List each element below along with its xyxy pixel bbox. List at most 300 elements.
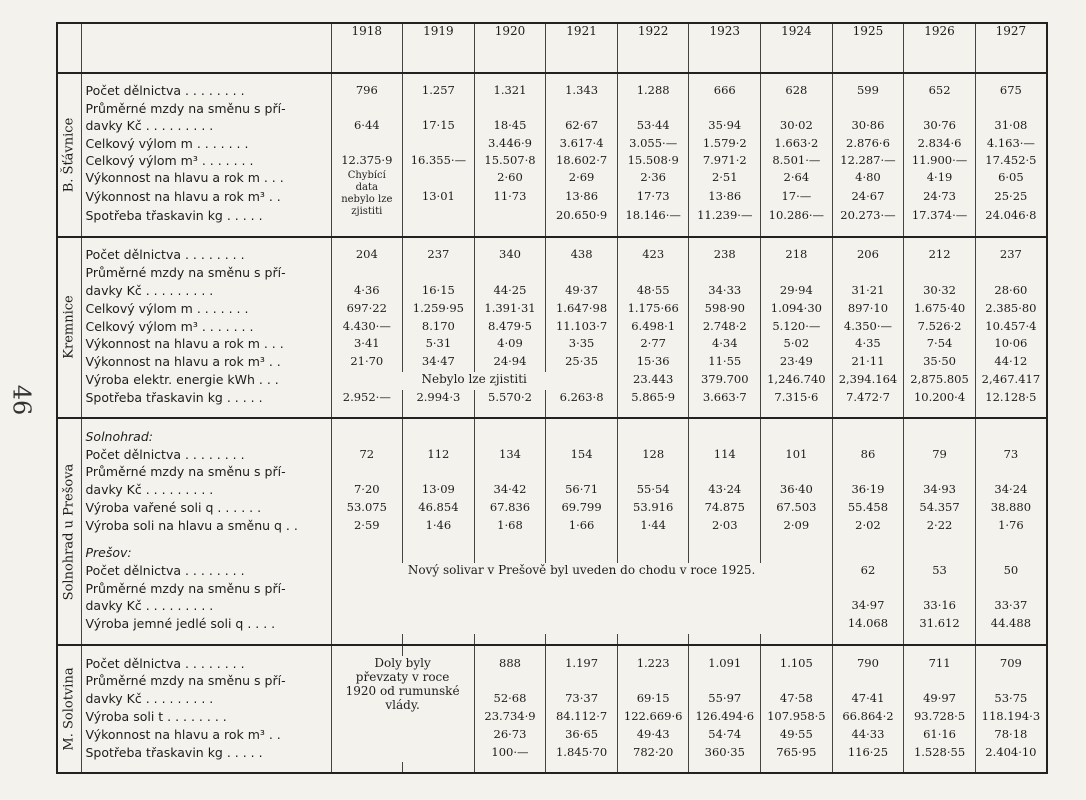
- value-cell: [474, 101, 546, 118]
- value-cell: [975, 407, 1047, 418]
- table-row: [57, 691, 1047, 709]
- value-cell: 66.864·2: [832, 709, 904, 727]
- value-cell: [474, 634, 546, 645]
- value-cell: [975, 429, 1047, 447]
- value-cell: 69·15: [617, 691, 689, 709]
- table-row: [57, 545, 1047, 563]
- row-label: Počet dělnictva . . . . . . . .: [81, 83, 331, 100]
- value-cell: 34·97: [832, 598, 904, 616]
- value-cell: 49·97: [904, 691, 976, 709]
- section-name: [57, 645, 81, 773]
- value-cell: 73·37: [546, 691, 618, 709]
- value-cell: [617, 536, 689, 545]
- value-cell: [546, 407, 618, 418]
- value-cell: [474, 429, 546, 447]
- value-cell: 23.734·9: [474, 709, 546, 727]
- value-cell: 20.273·—: [832, 208, 904, 227]
- value-cell: 10.286·—: [761, 208, 833, 227]
- value-cell: [689, 673, 761, 691]
- value-cell: 13·86: [689, 189, 761, 208]
- value-cell: 2.952·—: [331, 390, 403, 408]
- section-kremnice: [57, 237, 1047, 419]
- value-cell: [617, 226, 689, 237]
- value-cell: 78·18: [975, 727, 1047, 745]
- spacer-row: [57, 407, 1047, 418]
- value-cell: [403, 464, 475, 482]
- value-cell: 2·60: [474, 170, 546, 189]
- value-cell: [761, 237, 833, 248]
- value-cell: 24·94: [474, 354, 546, 372]
- value-cell: 1.223: [617, 656, 689, 674]
- value-cell: 11·73: [474, 189, 546, 208]
- value-cell: 11·55: [689, 354, 761, 372]
- spacer-row: [57, 762, 1047, 773]
- table-row: [57, 464, 1047, 482]
- value-cell: 765·95: [761, 745, 833, 763]
- value-cell: 30·86: [832, 118, 904, 135]
- label-cell: [81, 634, 331, 645]
- value-cell: 93.728·5: [904, 709, 976, 727]
- value-cell: 2.748·2: [689, 319, 761, 337]
- section-solnohrad: [57, 418, 1047, 645]
- value-cell: 28·60: [975, 283, 1047, 301]
- value-cell: 1.197: [546, 656, 618, 674]
- value-cell: 35·50: [904, 354, 976, 372]
- value-cell: 6·05: [975, 170, 1047, 189]
- year-header: 1920: [474, 23, 546, 73]
- table-row: [57, 283, 1047, 301]
- value-cell: 44.488: [975, 616, 1047, 634]
- value-cell: 43·24: [689, 482, 761, 500]
- value-cell: 16.355·—: [403, 153, 475, 170]
- table-row: [57, 372, 1047, 390]
- table-row: [57, 265, 1047, 283]
- row-label: Průměrné mzdy na směnu s pří-: [81, 101, 331, 118]
- value-cell: [689, 265, 761, 283]
- value-cell: [546, 536, 618, 545]
- value-cell: [617, 464, 689, 482]
- value-cell: 3.446·9: [474, 136, 546, 153]
- row-label: Prešov:: [81, 545, 331, 563]
- value-cell: 2.404·10: [975, 745, 1047, 763]
- value-cell: [546, 634, 618, 645]
- table-row: [57, 354, 1047, 372]
- table-row: [57, 727, 1047, 745]
- value-cell: [617, 762, 689, 773]
- value-cell: 7.315·6: [761, 390, 833, 408]
- value-cell: [904, 418, 976, 429]
- value-cell: 12.287·—: [832, 153, 904, 170]
- row-label: davky Kč . . . . . . . . .: [81, 598, 331, 616]
- value-cell: [832, 429, 904, 447]
- value-cell: [546, 237, 618, 248]
- table-row: [57, 673, 1047, 691]
- value-cell: 1.528·55: [904, 745, 976, 763]
- value-cell: [331, 237, 403, 248]
- value-cell: 6.498·1: [617, 319, 689, 337]
- year-header: 1919: [403, 23, 475, 73]
- value-cell: 47·58: [761, 691, 833, 709]
- value-cell: [689, 101, 761, 118]
- row-label: Výroba elektr. energie kWh . . .: [81, 372, 331, 390]
- spacer-row: [57, 226, 1047, 237]
- value-cell: 1.257: [403, 83, 475, 100]
- value-cell: 1.288: [617, 83, 689, 100]
- value-cell: 134: [474, 447, 546, 465]
- label-cell: [81, 418, 331, 429]
- value-cell: 5·02: [761, 336, 833, 354]
- value-cell: [975, 418, 1047, 429]
- value-cell: 25·35: [546, 354, 618, 372]
- value-cell: [975, 101, 1047, 118]
- value-cell: 3.055·—: [617, 136, 689, 153]
- value-cell: [331, 634, 403, 645]
- value-cell: 31·08: [975, 118, 1047, 135]
- value-cell: 1.647·98: [546, 301, 618, 319]
- value-cell: [617, 545, 689, 563]
- value-cell: 1.175·66: [617, 301, 689, 319]
- value-cell: [904, 429, 976, 447]
- value-cell: 30·76: [904, 118, 976, 135]
- value-cell: [689, 237, 761, 248]
- value-cell: [689, 536, 761, 545]
- table-row: [57, 482, 1047, 500]
- value-cell: 61·16: [904, 727, 976, 745]
- row-label: Výkonnost na hlavu a rok m³ . .: [81, 727, 331, 745]
- value-cell: [689, 407, 761, 418]
- value-cell: [474, 418, 546, 429]
- table-row: [57, 518, 1047, 536]
- value-cell: 1,246.740: [761, 372, 833, 390]
- value-cell: [761, 645, 833, 656]
- value-cell: [403, 226, 475, 237]
- value-cell: 18.146·—: [617, 208, 689, 227]
- value-cell: 154: [546, 447, 618, 465]
- value-cell: 53·44: [617, 118, 689, 135]
- spacer-row: [57, 73, 1047, 83]
- table-row: [57, 709, 1047, 727]
- table-row: [57, 656, 1047, 674]
- value-cell: [832, 418, 904, 429]
- presov-note: Nový solivar v Prešově byl uveden do chodu v roce 1925.: [331, 563, 832, 634]
- value-cell: [331, 226, 403, 237]
- value-cell: 53.075: [331, 500, 403, 518]
- value-cell: 79: [904, 447, 976, 465]
- value-cell: [617, 237, 689, 248]
- value-cell: [331, 73, 403, 83]
- value-cell: 2.994·3: [403, 390, 475, 408]
- row-label: Výroba vařené soli q . . . . . .: [81, 500, 331, 518]
- value-cell: 36·65: [546, 727, 618, 745]
- value-cell: 20.650·9: [546, 208, 618, 227]
- value-cell: 1.091: [689, 656, 761, 674]
- table-row: [57, 247, 1047, 265]
- value-cell: 1·68: [474, 518, 546, 536]
- value-cell: 3.617·4: [546, 136, 618, 153]
- value-cell: 2·77: [617, 336, 689, 354]
- value-cell: [474, 673, 546, 691]
- value-cell: [904, 73, 976, 83]
- section-name-text: M. Solotvina: [61, 667, 77, 751]
- value-cell: 10.457·4: [975, 319, 1047, 337]
- value-cell: [474, 762, 546, 773]
- row-label: Celkový výlom m³ . . . . . . .: [81, 319, 331, 337]
- value-cell: [403, 237, 475, 248]
- value-cell: 56·71: [546, 482, 618, 500]
- section-name: [57, 237, 81, 419]
- table-row: [57, 153, 1047, 170]
- row-label: davky Kč . . . . . . . . .: [81, 118, 331, 135]
- value-cell: [617, 73, 689, 83]
- value-cell: 48·55: [617, 283, 689, 301]
- row-label: Výroba jemné jedlé soli q . . . .: [81, 616, 331, 634]
- value-cell: 2.876·6: [832, 136, 904, 153]
- table-row: [57, 447, 1047, 465]
- value-cell: 796: [331, 83, 403, 100]
- value-cell: 2·36: [617, 170, 689, 189]
- row-label: Solnohrad:: [81, 429, 331, 447]
- value-cell: 24·67: [832, 189, 904, 208]
- value-cell: 709: [975, 656, 1047, 674]
- value-cell: [904, 673, 976, 691]
- label-cell: [81, 73, 331, 83]
- table-row: [57, 336, 1047, 354]
- value-cell: 2·51: [689, 170, 761, 189]
- value-cell: 2·59: [331, 518, 403, 536]
- label-cell: [81, 407, 331, 418]
- value-cell: [761, 536, 833, 545]
- value-cell: 107.958·5: [761, 709, 833, 727]
- value-cell: 2,467.417: [975, 372, 1047, 390]
- value-cell: [331, 418, 403, 429]
- value-cell: [331, 545, 403, 563]
- value-cell: [761, 407, 833, 418]
- value-cell: 888: [474, 656, 546, 674]
- value-cell: 4·36: [331, 283, 403, 301]
- value-cell: [331, 762, 403, 773]
- value-cell: 13·01: [403, 189, 475, 208]
- value-cell: [403, 536, 475, 545]
- value-cell: 237: [975, 247, 1047, 265]
- value-cell: 4·19: [904, 170, 976, 189]
- value-cell: 2·02: [832, 518, 904, 536]
- value-cell: 15·36: [617, 354, 689, 372]
- value-cell: 599: [832, 83, 904, 100]
- value-cell: [975, 73, 1047, 83]
- value-cell: 7.971·2: [689, 153, 761, 170]
- header-label-col: [81, 23, 331, 73]
- value-cell: [832, 101, 904, 118]
- row-label: Průměrné mzdy na směnu s pří-: [81, 673, 331, 691]
- value-cell: 2·69: [546, 170, 618, 189]
- value-cell: 238: [689, 247, 761, 265]
- table-row: [57, 208, 1047, 227]
- row-label: Spotřeba třaskavin kg . . . . .: [81, 390, 331, 408]
- value-cell: 73: [975, 447, 1047, 465]
- value-cell: 30·02: [761, 118, 833, 135]
- value-cell: [761, 226, 833, 237]
- value-cell: [975, 237, 1047, 248]
- value-cell: 13·09: [403, 482, 475, 500]
- value-cell: 72: [331, 447, 403, 465]
- value-cell: [904, 645, 976, 656]
- value-cell: [617, 101, 689, 118]
- value-cell: 5.570·2: [474, 390, 546, 408]
- value-cell: 101: [761, 447, 833, 465]
- value-cell: [761, 101, 833, 118]
- value-cell: 31.612: [904, 616, 976, 634]
- value-cell: [832, 634, 904, 645]
- value-cell: 1·76: [975, 518, 1047, 536]
- value-cell: [975, 634, 1047, 645]
- value-cell: [832, 645, 904, 656]
- value-cell: [904, 545, 976, 563]
- value-cell: 30·32: [904, 283, 976, 301]
- section-name-text: B. Šťávnice: [61, 117, 77, 193]
- value-cell: 34·24: [975, 482, 1047, 500]
- value-cell: 2·03: [689, 518, 761, 536]
- value-cell: 212: [904, 247, 976, 265]
- header-blank: [57, 23, 81, 73]
- value-cell: 4·80: [832, 170, 904, 189]
- row-label: davky Kč . . . . . . . . .: [81, 482, 331, 500]
- row-label: Průměrné mzdy na směnu s pří-: [81, 265, 331, 283]
- value-cell: 49·37: [546, 283, 618, 301]
- value-cell: 666: [689, 83, 761, 100]
- value-cell: 8.479·5: [474, 319, 546, 337]
- value-cell: [761, 762, 833, 773]
- value-cell: 128: [617, 447, 689, 465]
- table-row: [57, 136, 1047, 153]
- value-cell: [331, 101, 403, 118]
- value-cell: 897·10: [832, 301, 904, 319]
- row-label: Počet dělnictva . . . . . . . .: [81, 447, 331, 465]
- value-cell: 55·97: [689, 691, 761, 709]
- value-cell: [904, 226, 976, 237]
- value-cell: [904, 407, 976, 418]
- value-cell: 11.103·7: [546, 319, 618, 337]
- value-cell: [331, 429, 403, 447]
- value-cell: 711: [904, 656, 976, 674]
- value-cell: [403, 170, 475, 189]
- value-cell: 7.526·2: [904, 319, 976, 337]
- value-cell: 34·33: [689, 283, 761, 301]
- value-cell: [546, 464, 618, 482]
- year-header: 1921: [546, 23, 618, 73]
- value-cell: 16·15: [403, 283, 475, 301]
- value-cell: [546, 762, 618, 773]
- value-cell: 675: [975, 83, 1047, 100]
- value-cell: [474, 464, 546, 482]
- label-cell: [81, 237, 331, 248]
- value-cell: [617, 407, 689, 418]
- label-cell: [81, 762, 331, 773]
- value-cell: [975, 536, 1047, 545]
- value-cell: [904, 536, 976, 545]
- value-cell: [474, 545, 546, 563]
- value-cell: [403, 418, 475, 429]
- value-cell: [474, 265, 546, 283]
- spacer-row: [57, 645, 1047, 656]
- table-row: [57, 118, 1047, 135]
- value-cell: [832, 536, 904, 545]
- takeover-note: Doly byly převzaty v roce 1920 od rumunské vlády.: [331, 656, 474, 763]
- value-cell: 21·11: [832, 354, 904, 372]
- value-cell: [546, 418, 618, 429]
- value-cell: [689, 226, 761, 237]
- value-cell: [474, 536, 546, 545]
- table-row: [57, 319, 1047, 337]
- value-cell: 4.163·—: [975, 136, 1047, 153]
- year-header-row: [57, 23, 1047, 73]
- value-cell: 53.916: [617, 500, 689, 518]
- value-cell: [403, 645, 475, 656]
- value-cell: 206: [832, 247, 904, 265]
- value-cell: [474, 226, 546, 237]
- row-label: davky Kč . . . . . . . . .: [81, 283, 331, 301]
- spacer-row: [57, 237, 1047, 248]
- value-cell: [689, 634, 761, 645]
- value-cell: 69.799: [546, 500, 618, 518]
- value-cell: 7.472·7: [832, 390, 904, 408]
- spacer-row: [57, 418, 1047, 429]
- value-cell: 1·46: [403, 518, 475, 536]
- value-cell: 2.834·6: [904, 136, 976, 153]
- value-cell: [761, 545, 833, 563]
- value-cell: [331, 464, 403, 482]
- statistics-table: [56, 22, 1048, 774]
- value-cell: [617, 673, 689, 691]
- value-cell: 1.663·2: [761, 136, 833, 153]
- row-label: Průměrné mzdy na směnu s pří-: [81, 581, 331, 599]
- section-solotvina: [57, 645, 1047, 773]
- table-row: [57, 500, 1047, 518]
- value-cell: 5.120·—: [761, 319, 833, 337]
- value-cell: [832, 407, 904, 418]
- value-cell: 33·16: [904, 598, 976, 616]
- value-cell: [832, 237, 904, 248]
- value-cell: 12.375·9: [331, 153, 403, 170]
- page-number: 46: [7, 384, 36, 416]
- value-cell: 340: [474, 247, 546, 265]
- value-cell: 86: [832, 447, 904, 465]
- value-cell: [761, 634, 833, 645]
- value-cell: 25·25: [975, 189, 1047, 208]
- table-row: [57, 170, 1047, 189]
- section-stiavnice: [57, 73, 1047, 237]
- value-cell: [403, 407, 475, 418]
- value-cell: 18·45: [474, 118, 546, 135]
- value-cell: [689, 418, 761, 429]
- value-cell: 126.494·6: [689, 709, 761, 727]
- value-cell: [546, 226, 618, 237]
- value-cell: 26·73: [474, 727, 546, 745]
- value-cell: 84.112·7: [546, 709, 618, 727]
- value-cell: 50: [975, 563, 1047, 581]
- row-label: Počet dělnictva . . . . . . . .: [81, 563, 331, 581]
- value-cell: [975, 762, 1047, 773]
- value-cell: 13·86: [546, 189, 618, 208]
- value-cell: [689, 762, 761, 773]
- value-cell: [403, 136, 475, 153]
- value-cell: 55·54: [617, 482, 689, 500]
- table-row: [57, 429, 1047, 447]
- statistics-table-frame: [56, 22, 1046, 774]
- row-label: davky Kč . . . . . . . . .: [81, 691, 331, 709]
- value-cell: 49·43: [617, 727, 689, 745]
- value-cell: 67.836: [474, 500, 546, 518]
- value-cell: [832, 265, 904, 283]
